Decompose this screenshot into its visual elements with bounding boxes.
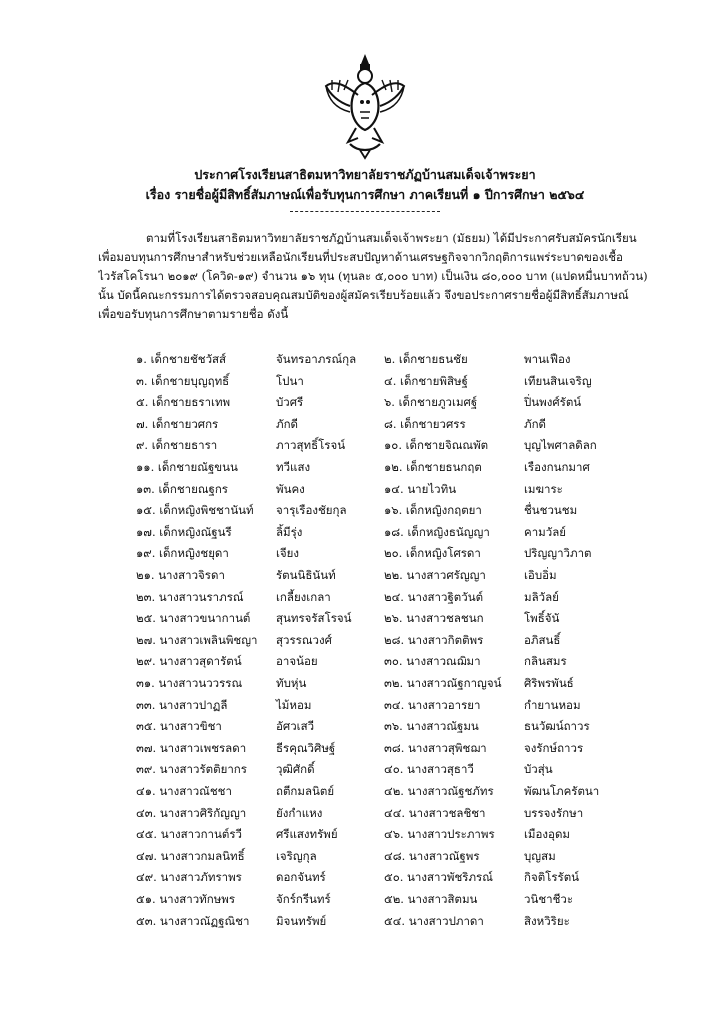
candidate-surname: ธนวัฒน์ถาวร [524,719,590,734]
candidate-surname: ไม้หอม [276,697,312,712]
candidate-name: ๓๓. นางสาวปาฏลี [136,697,228,712]
candidate-surname: บุญไพศาลดิลก [524,438,597,453]
candidate-surname: บัวสุ่น [524,762,553,777]
candidate-entry [136,672,376,694]
candidate-entry [384,802,684,824]
candidate-entry [136,737,376,759]
candidate-surname: ภาวสุทธิ์โรจน์ [276,438,346,453]
candidate-surname: กิจติโรรัตน์ [524,870,580,885]
body-line-1: ตามที่โรงเรียนสาธิตมหาวิทยาลัยราชภัฏบ้านสมเด็จเจ้าพระยา (มัธยม) ได้มีประกาศรับสมัครนักเรียน [146,231,637,245]
candidate-entry [384,586,684,608]
candidate-entry [384,758,684,780]
candidate-name: ๘. เด็กชายวศรร [384,416,466,431]
candidate-entry [384,629,684,651]
candidate-surname: เอิบอิ่ม [524,568,557,582]
candidate-surname: คามวัลย์ [524,524,566,539]
candidate-name: ๕๔. นางสาวปภาดา [384,913,484,928]
candidate-surname: จันทรอาภรณ์กุล [276,352,357,366]
candidate-entry [136,823,376,845]
candidate-name: ๑๓. เด็กชายณฐกร [136,481,228,496]
candidate-surname: ทับหุ่น [276,676,307,690]
candidate-name: ๑๙. เด็กหญิงชยุดา [136,546,229,561]
candidate-entry [136,694,376,716]
candidate-surname: ยังกำแหง [276,805,323,820]
candidate-name: ๒๔. นางสาวฐิตวันต์ [384,589,484,604]
candidate-entry [136,391,376,413]
candidate-entry [136,715,376,737]
candidate-entry [384,888,684,910]
candidate-name: ๕๑. นางสาวทักษพร [136,892,236,906]
candidate-name: ๓๕. นางสาวขิชา [136,719,222,734]
candidate-name: ๔๐. นางสาวสุธาวี [384,762,474,777]
candidate-name: ๒๐. เด็กหญิงโศรดา [384,546,481,561]
body-line-5: เพื่อขอรับทุนการศึกษาตามรายชื่อ ดังนี้ [98,307,289,321]
candidate-entry [384,910,684,932]
candidate-entry [384,542,684,564]
candidate-entry [384,845,684,867]
candidate-surname: อัศวเสวี [276,719,315,734]
announcement-subject: เรื่อง รายชื่อผู้มีสิทธิ์สัมภาษณ์เพื่อรับทุนการศึกษา ภาคเรียนที่ ๑ ปีการศึกษา ๒๕๖๔ [145,187,585,202]
candidate-surname: ศิริพรพันธ์ [524,676,574,690]
candidate-name: ๑. เด็กชายชัชวัสส์ [136,352,227,366]
candidate-entry [384,607,684,629]
candidate-entry [136,348,376,370]
candidate-surname: ดอกจันทร์ [276,870,326,885]
candidate-entry [136,758,376,780]
candidate-entry [384,780,684,802]
candidate-entry [384,456,684,478]
candidate-entry [136,866,376,888]
candidate-name: ๑๖. เด็กหญิงกฤตยา [384,503,482,518]
candidate-surname: อภิสนธิ์ [524,632,561,647]
candidate-entry [384,866,684,888]
candidate-entry [136,434,376,456]
candidate-name: ๕๒. นางสาวสิตมน [384,892,478,906]
candidate-surname: ภักดี [524,416,547,431]
candidate-name: ๑๐. เด็กชายจิณณพัต [384,438,489,453]
candidate-surname: ภักดี [276,416,299,431]
candidate-surname: เจียง [276,546,300,561]
candidate-entry [136,521,376,543]
candidate-surname: ปิ่นพงศ์รัตน์ [524,395,582,410]
candidate-entry [384,672,684,694]
candidate-surname: โปนา [276,373,304,388]
candidate-entry [136,845,376,867]
candidate-entry [136,802,376,824]
candidate-name: ๓๙. นางสาวรัตติยากร [136,762,247,777]
candidate-name: ๒. เด็กชายธนชัย [384,352,468,366]
candidate-entry [136,370,376,392]
candidate-surname: ทวีแสง [276,460,311,474]
candidate-entry [384,478,684,500]
candidate-name: ๕. เด็กชายธราเทพ [136,395,231,410]
candidate-surname: มลิวัลย์ [524,589,559,604]
candidate-name: ๓๑. นางสาวนววรรณ [136,676,243,690]
candidate-name: ๔. เด็กชายพิสิษฐ์ [384,373,468,388]
candidate-entry [384,370,684,392]
candidate-entry [384,823,684,845]
candidate-name: ๒๕. นางสาวขนากานต์ [136,611,251,626]
candidate-surname: เมืองอุดม [524,827,570,842]
candidate-entry [384,521,684,543]
candidate-entry [384,348,684,370]
candidate-surname: ปริญญาวิภาต [524,546,592,561]
candidate-entry [136,888,376,910]
garuda-emblem [320,50,410,160]
announcement-title: ประกาศโรงเรียนสาธิตมหาวิทยาลัยราชภัฏบ้านสมเด็จเจ้าพระยา [194,167,536,182]
candidate-name: ๓๗. นางสาวเพชรลดา [136,740,247,755]
candidate-surname: บัวศรี [276,395,304,410]
candidate-surname: วนิชาชีวะ [524,892,574,906]
candidate-surname: บรรจงรักษา [524,805,584,820]
candidate-surname: จารุเรืองชัยกุล [276,503,347,518]
candidate-surname: ธีรคุณวิศิษฐ์ [276,740,336,755]
candidate-surname: ชื่นชวนชม [524,503,578,518]
body-line-3: ไวรัสโคโรนา ๒๐๑๙ (โควิด-๑๙) จำนวน ๑๖ ทุน (ทุนละ ๕,๐๐๐ บาท) เป็นเงิน ๘๐,๐๐๐ บาท (แปดหมื่นบาทถ้วน) [98,269,648,283]
candidate-entry [136,607,376,629]
candidate-entry [136,413,376,435]
candidate-name: ๑๑. เด็กชายณัฐขนน [136,460,238,474]
candidate-entry [136,564,376,586]
candidate-surname: พานเฟือง [524,352,571,366]
candidate-name: ๒๓. นางสาวนราภรณ์ [136,589,244,604]
candidate-name: ๒๖. นางสาวชลชนก [384,611,484,626]
candidate-surname: เกลี้ยงเกลา [276,589,331,604]
candidate-name: ๔๒. นางสาวณัฐชภัทร [384,784,494,798]
candidate-name: ๒๘. นางสาวกิตติพร [384,632,484,647]
candidate-entry [384,413,684,435]
body-line-4: นั้น บัดนี้คณะกรรมการได้ตรวจสอบคุณสมบัติของผู้สมัครเรียบร้อยแล้ว จึงขอประกาศรายชื่อผู้มีสิทธิ์สัมภาษณ์ [98,288,629,302]
candidate-name: ๒๑. นางสาวจิรดา [136,568,225,582]
candidate-name: ๔๘. นางสาวณัฐพร [384,848,480,863]
candidate-name: ๓๐. นางสาวณฌิมา [384,654,481,669]
candidate-surname: เจริญกุล [276,848,317,863]
candidate-name: ๔๗. นางสาวกมลนิทธิ์ [136,848,245,863]
candidate-entry [136,499,376,521]
candidate-name: ๑๗. เด็กหญิงณัฐนรี [136,524,232,539]
candidate-surname: พันคง [276,481,305,496]
candidate-name: ๑๔. นายไวทิน [384,481,457,496]
candidate-entry [136,478,376,500]
candidate-name: ๗. เด็กชายวศกร [136,416,219,431]
candidate-surname: กลินสมร [524,654,567,669]
candidate-surname: เรืองกนกมาศ [524,460,590,474]
candidate-name: ๑๘. เด็กหญิงธนัญญา [384,524,490,539]
candidate-entry [384,564,684,586]
candidate-surname: บุญสม [524,848,556,863]
candidate-name: ๕๐. นางสาวพัชริภรณ์ [384,870,493,885]
candidate-entry [136,542,376,564]
candidate-entry [384,737,684,759]
candidate-name: ๒๒. นางสาวศรัญญา [384,568,486,582]
candidate-entry [384,650,684,672]
candidate-surname: รัตนนิธินันท์ [276,568,336,582]
candidate-name: ๔๕. นางสาวกานต์รวี [136,827,242,842]
candidate-surname: กำยานหอม [524,697,581,712]
candidate-name: ๑๕. เด็กหญิงพิชชานันท์ [136,503,254,518]
dashed-divider [290,211,440,212]
candidate-surname: อาจน้อย [276,654,318,669]
candidate-name: ๔๙. นางสาวภัทราพร [136,870,242,885]
candidate-entry [136,629,376,651]
candidate-name: ๔๔. นางสาวชลชิชา [384,805,486,820]
candidate-surname: พัฒนโภครัตนา [524,784,600,798]
candidate-name: ๔๓. นางสาวศิริกัญญา [136,805,247,820]
candidate-name: ๒๙. นางสาวสุดารัตน์ [136,654,242,669]
candidate-name: ๔๖. นางสาวประภาพร [384,827,495,842]
candidate-entry [136,586,376,608]
candidate-entry [384,715,684,737]
candidate-name: ๑๒. เด็กชายธนกฤต [384,460,482,474]
candidate-surname: สุวรรณวงศ์ [276,632,332,647]
candidate-entry [136,456,376,478]
candidate-entry [384,434,684,456]
candidate-name: ๙. เด็กชายธารา [136,438,218,453]
candidate-surname: สิงหวิริยะ [524,913,570,928]
candidate-surname: เทียนสินเจริญ [524,373,592,388]
candidate-name: ๔๑. นางสาวณัชชา [136,784,232,798]
candidate-name: ๓๒. นางสาวณัฐกาญจน์ [384,676,502,690]
candidate-surname: วุฒิศักดิ์ [276,762,315,777]
candidate-surname: ถตีกมลนิตย์ [276,784,335,798]
candidate-entry [136,650,376,672]
candidate-name: ๓. เด็กชายบุญฤทธิ์ [136,373,230,388]
candidate-surname: ศรีแสงทรัพย์ [276,827,338,842]
candidate-surname: เมฆาระ [524,481,563,496]
candidate-name: ๖. เด็กชายภูวเมศฐ์ [384,395,478,410]
candidate-name: ๓๘. นางสาวสุพิชฌา [384,740,487,755]
candidate-name: ๓๖. นางสาวณัฐมน [384,719,479,734]
candidate-surname: จักร์กรีนทร์ [276,892,331,906]
candidate-surname: โพธิ์จันั [524,611,560,626]
candidate-name: ๓๔. นางสาวอารยา [384,697,481,712]
candidate-name: ๕๓. นางสาวณัฏฐณิชา [136,913,250,928]
candidate-surname: สุนทรจรัสโรจน์ [276,611,352,626]
candidate-surname: ลิ้มีรุ่ง [276,524,303,539]
candidate-surname: มิจนทรัพย์ [276,913,327,928]
body-line-2: เพื่อมอบทุนการศึกษาสำหรับช่วยเหลือนักเรียนที่ประสบปัญหาด้านเศรษฐกิจจากวิกฤติการแพร่ระบาดของเชื้อ [98,250,623,264]
candidate-entry [384,391,684,413]
candidate-entry [136,910,376,932]
candidate-surname: จงรักษ์ถาวร [524,740,584,755]
candidate-entry [136,780,376,802]
candidate-name: ๒๗. นางสาวเพลินพิชญา [136,632,258,647]
candidate-entry [384,694,684,716]
candidate-entry [384,499,684,521]
